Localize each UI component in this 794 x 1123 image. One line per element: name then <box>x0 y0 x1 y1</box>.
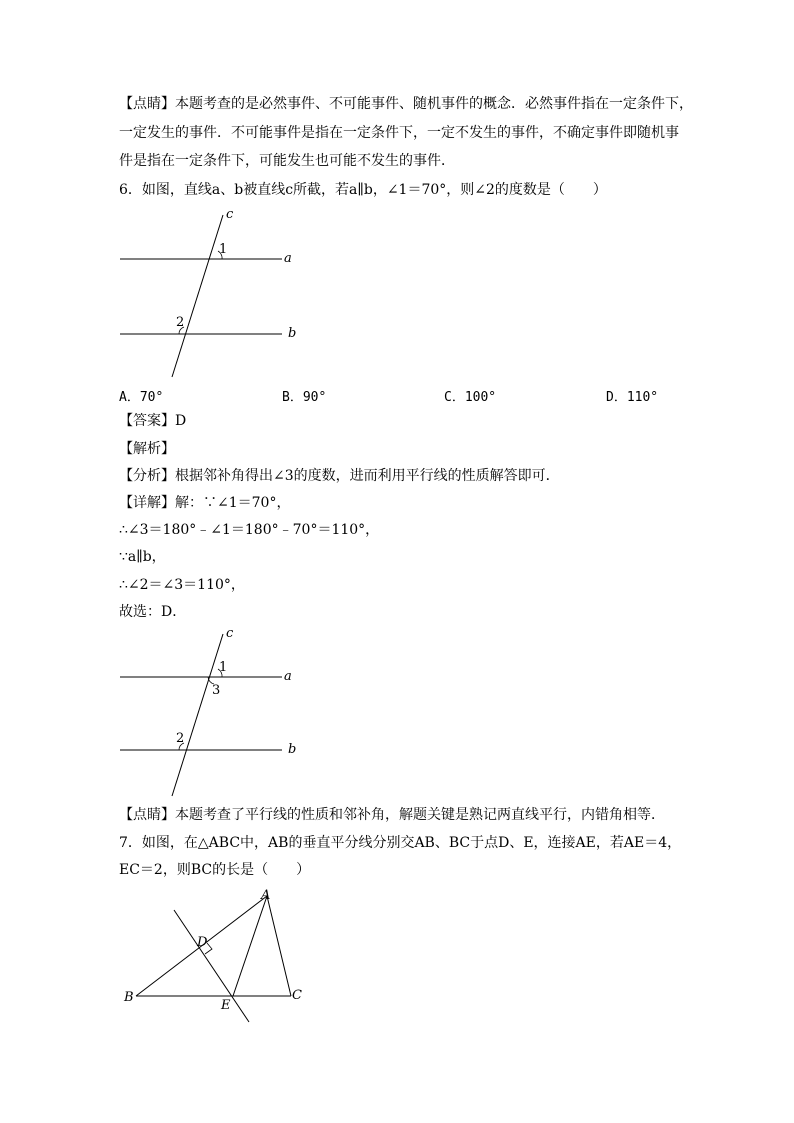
label-b: b <box>288 326 297 341</box>
q6-detail-line-1: 【详解】解：∵∠1＝70°， <box>119 495 291 511</box>
label-B: B <box>124 990 134 1005</box>
label-3: 3 <box>212 683 221 698</box>
label-1: 1 <box>219 660 228 675</box>
q6-option-c: C．100° <box>444 390 497 405</box>
label-b: b <box>288 742 297 757</box>
q5-comment-line-1: 【点睛】本题考查的是必然事件、不可能事件、随机事件的概念．必然事件指在一定条件下， <box>119 96 693 112</box>
q7-stem-line-1: 7．如图，在△ABC中，AB的垂直平分线分别交AB、BC于点D、E，连接AE，若AE＝4， <box>119 835 682 851</box>
q7-triangle-figure <box>115 880 315 1030</box>
q5-comment-line-2: 一定发生的事件．不可能事件是指在一定条件下，一定不发生的事件，不确定事件即随机事 <box>119 125 679 141</box>
q6-answer: 【答案】D <box>119 413 187 429</box>
q5-comment-line-3: 件是指在一定条件下，可能发生也可能不发生的事件． <box>119 153 455 169</box>
label-A: A <box>261 888 271 903</box>
label-c: c <box>226 207 234 222</box>
label-C: C <box>292 988 302 1003</box>
label-2: 2 <box>176 315 185 330</box>
q6-analysis-header: 【解析】 <box>119 441 175 457</box>
q6-analysis: 【分析】根据邻补角得出∠3的度数，进而利用平行线的性质解答即可． <box>119 468 560 484</box>
q6-detail-line-5: 故选：D． <box>119 604 187 620</box>
q6-detail-line-4: ∴∠2＝∠3＝110°， <box>119 577 245 593</box>
label-c: c <box>226 626 234 641</box>
q6-figure-parallel-lines <box>110 200 310 385</box>
side-ac <box>267 896 291 996</box>
label-a: a <box>284 251 292 266</box>
q6-stem: 6．如图，直线a、b被直线c所截，若a∥b，∠1＝70°，则∠2的度数是（ ） <box>119 182 607 198</box>
perpendicular-bisector <box>174 910 249 1022</box>
q6-detail-line-3: ∵a∥b， <box>119 549 166 565</box>
q6-comment: 【点睛】本题考查了平行线的性质和邻补角，解题关键是熟记两直线平行，内错角相等． <box>119 807 665 823</box>
label-1: 1 <box>219 242 228 257</box>
q6-detail-line-2: ∴∠3＝180°﹣∠1＝180°﹣70°＝110°， <box>119 522 380 538</box>
label-D: D <box>197 935 208 950</box>
label-a: a <box>284 669 292 684</box>
q6-option-b: B．90° <box>282 390 327 405</box>
line-c <box>172 634 223 796</box>
line-c <box>172 215 223 377</box>
label-2: 2 <box>176 731 185 746</box>
segment-ae <box>233 896 267 996</box>
q6-option-d: D．110° <box>606 390 659 405</box>
q6-option-a: A．70° <box>119 390 164 405</box>
label-E: E <box>221 998 231 1013</box>
q6-solution-figure <box>110 619 310 804</box>
q7-stem-line-2: EC＝2，则BC的长是（ ） <box>119 862 311 878</box>
